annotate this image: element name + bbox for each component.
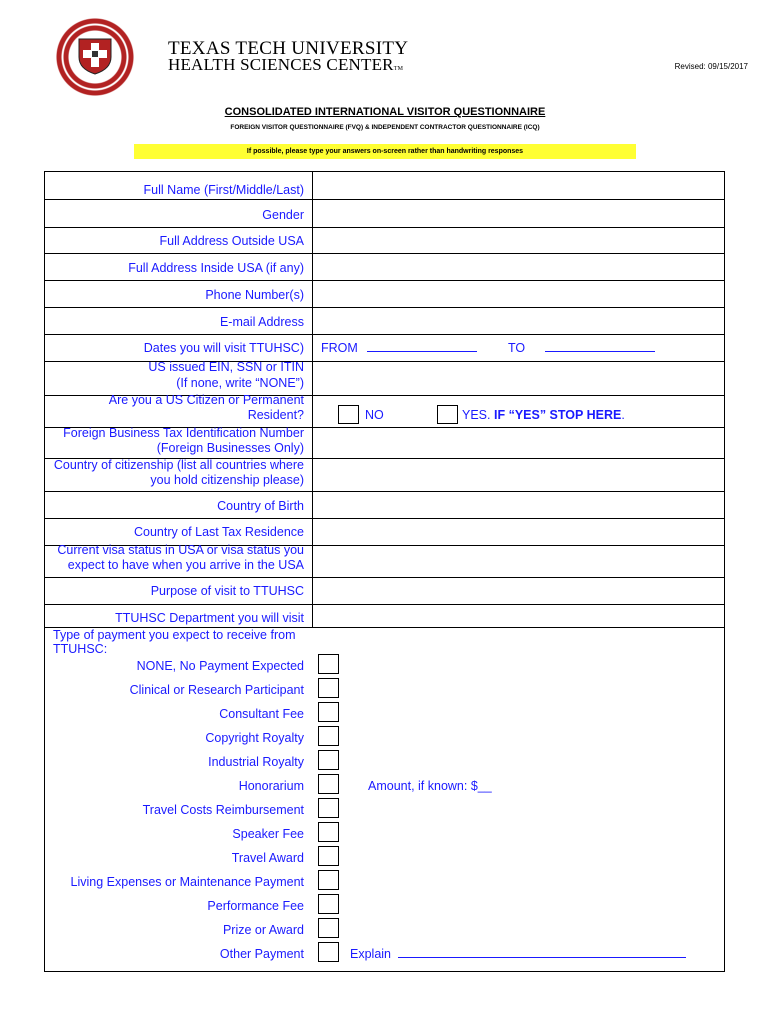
form-title: CONSOLIDATED INTERNATIONAL VISITOR QUESTIONNAIRE [224,106,546,118]
revised-date: Revised: 09/15/2017 [674,62,748,71]
university-seal-icon [55,17,135,97]
gender-label: Gender [262,208,304,222]
explain-field[interactable] [350,947,686,962]
payment-clinical-label: Clinical or Research Participant [129,683,304,697]
phone-label: Phone Number(s) [205,288,304,302]
citizen-stop-warning: IF “YES” STOP HERE [493,408,622,422]
email-label: E-mail Address [219,315,304,329]
payment-prize-checkbox[interactable] [318,918,339,938]
citizen-no-label: NO [365,408,384,422]
payment-speaker-checkbox[interactable] [318,822,339,842]
payment-copyright-checkbox[interactable] [318,726,339,746]
payment-consultant-label: Consultant Fee [219,707,304,721]
shield-icon [77,37,113,75]
payment-honorarium-label: Honorarium [238,779,304,793]
dates-to-blank[interactable] [545,341,655,352]
payment-prize-label: Prize or Award [222,923,304,937]
payment-living-label: Living Expenses or Maintenance Payment [70,875,304,889]
row-divider [45,518,724,519]
row-divider [45,361,724,362]
full-name-label: Full Name (First/Middle/Last) [143,183,304,197]
citizen-label-line1: Are you a US Citizen or Permanent [108,393,304,407]
payment-other-label: Other Payment [219,947,304,961]
ein-label-line2: (If none, write “NONE”) [176,376,304,390]
country-tax-label: Country of Last Tax Residence [133,525,304,539]
citizen-stop-period: . [621,408,625,422]
university-name: TEXAS TECH UNIVERSITY [168,38,409,59]
explain-label: Explain [350,947,391,961]
payment-copyright-label: Copyright Royalty [205,731,304,745]
explain-blank[interactable] [398,947,686,958]
foreign-tax-label-line2: (Foreign Businesses Only) [156,441,304,455]
center-name-text: HEALTH SCIENCES CENTER [168,55,394,74]
payment-honorarium-checkbox[interactable] [318,774,339,794]
citizen-yes-checkbox[interactable] [437,405,458,424]
department-label: TTUHSC Department you will visit [115,611,304,625]
citizenship-label-line2: you hold citizenship please) [150,473,304,487]
citizen-yes-label: YES. [462,408,491,422]
payment-other-checkbox[interactable] [318,942,339,962]
country-birth-label: Country of Birth [217,499,304,513]
payment-industrial-label: Industrial Royalty [208,755,304,769]
row-divider [45,280,724,281]
form-subtitle: FOREIGN VISITOR QUESTIONNAIRE (FVQ) & INDEPENDENT CONTRACTOR QUESTIONNAIRE (ICQ) [230,124,540,131]
payment-none-checkbox[interactable] [318,654,339,674]
visa-label-line2: expect to have when you arrive in the USA [67,558,304,572]
address-outside-label: Full Address Outside USA [159,234,304,248]
payment-living-checkbox[interactable] [318,870,339,890]
row-divider [45,604,724,605]
row-divider [45,334,724,335]
payment-travel-award-checkbox[interactable] [318,846,339,866]
payment-speaker-label: Speaker Fee [232,827,304,841]
column-divider [312,172,313,627]
payment-type-label-line2: TTUHSC: [53,642,108,656]
dates-label: Dates you will visit TTUHSC) [143,341,304,355]
payment-travel-costs-checkbox[interactable] [318,798,339,818]
citizenship-label-line1: Country of citizenship (list all countries where [53,458,304,472]
row-divider [45,199,724,200]
payment-industrial-checkbox[interactable] [318,750,339,770]
dates-from-label: FROM [321,341,358,355]
row-divider [45,491,724,492]
trademark: TM [393,66,404,72]
row-divider [45,307,724,308]
row-divider [45,227,724,228]
purpose-label: Purpose of visit to TTUHSC [150,584,304,598]
payment-type-label-line1: Type of payment you expect to receive from [53,628,296,642]
payment-performance-label: Performance Fee [207,899,304,913]
dates-from-blank[interactable] [367,341,477,352]
payment-travel-costs-label: Travel Costs Reimbursement [142,803,304,817]
payment-none-label: NONE, No Payment Expected [136,659,304,673]
payment-travel-award-label: Travel Award [231,851,304,865]
center-name [168,56,403,78]
dates-to-label: TO [508,341,526,355]
row-divider [45,577,724,578]
ein-label-line1: US issued EIN, SSN or ITIN [148,360,304,374]
dates-to-field[interactable] [508,341,655,356]
visa-label-line1: Current visa status in USA or visa status you [57,543,304,557]
citizen-yes-text [462,408,625,423]
payment-clinical-checkbox[interactable] [318,678,339,698]
foreign-tax-label-line1: Foreign Business Tax Identification Number [63,426,304,440]
dates-from-field[interactable] [321,341,477,356]
typing-notice: If possible, please type your answers on-screen rather than handwriting responses [134,144,636,159]
payment-performance-checkbox[interactable] [318,894,339,914]
citizen-label-line2: Resident? [247,408,304,422]
address-inside-label: Full Address Inside USA (if any) [128,261,304,275]
amount-known-field[interactable]: Amount, if known: $__ [368,779,492,793]
citizen-no-checkbox[interactable] [338,405,359,424]
questionnaire-table [44,171,725,972]
payment-consultant-checkbox[interactable] [318,702,339,722]
row-divider [45,253,724,254]
